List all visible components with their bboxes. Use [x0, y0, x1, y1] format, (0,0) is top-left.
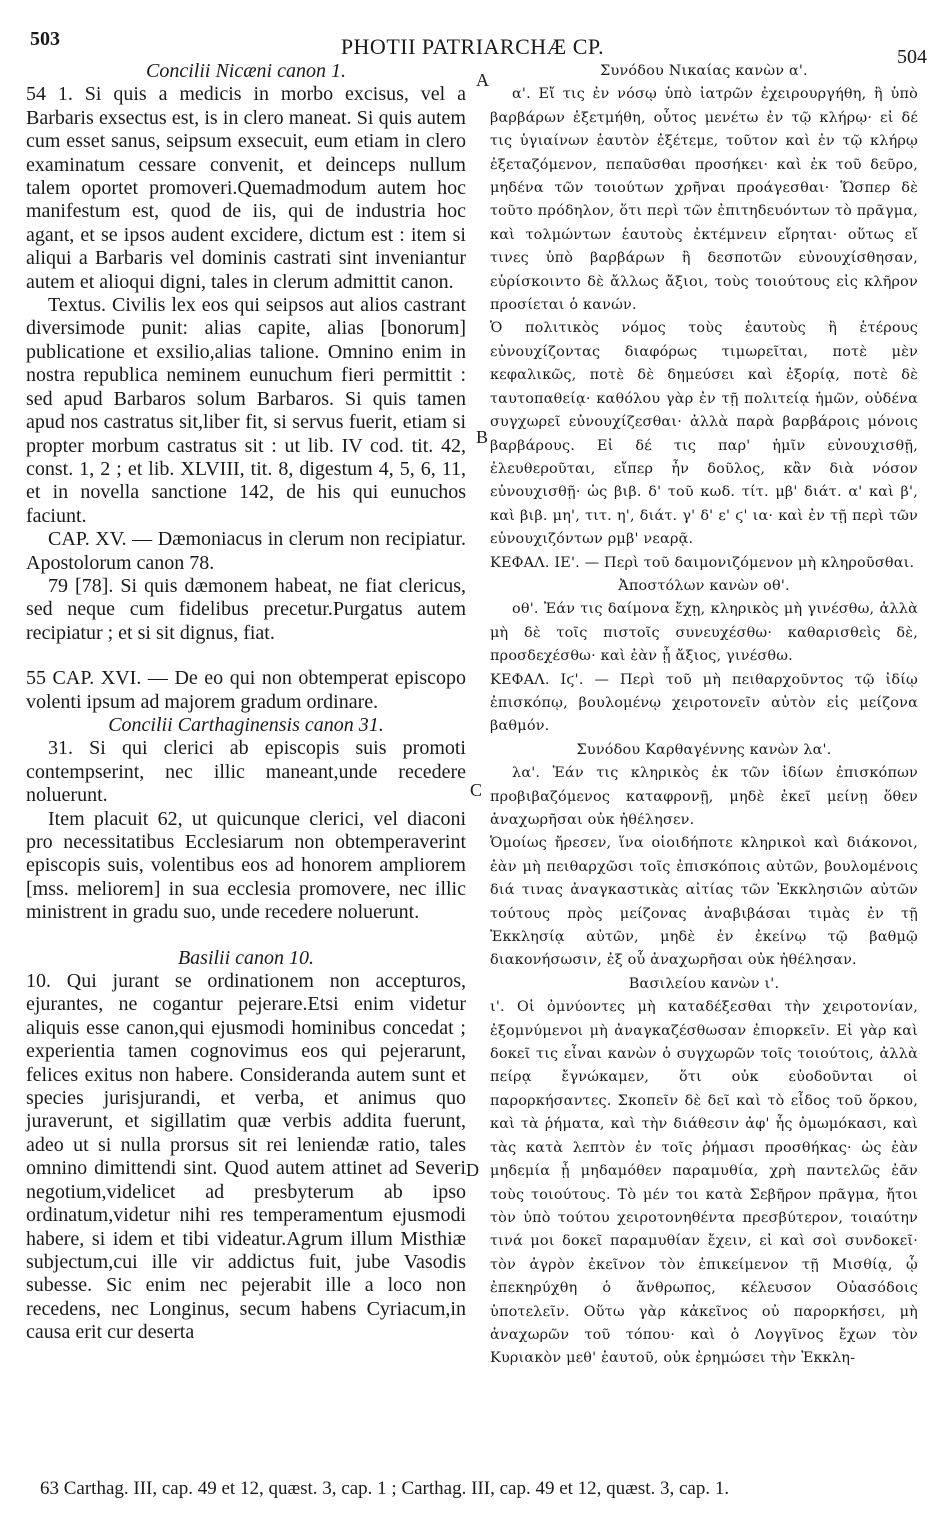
- greek-canon-10: ι'. Οἱ ὀμνύοντες μὴ καταδέξεσθαι τὴν χειροτονίαν, ἐξομνύμενοι μὴ ἀναγκαζέσθωσαν ἐπιορκεῖν. Εἰ γὰρ καὶ δοκεῖ τις εἶναι κανὼν ὁ συγχωρῶν τοῖς τοιούτοις, ἀλλὰ πείρᾳ ἔγνώκαμεν, ὅτι οὐκ εὐοδοῦνται οἱ παρορκήσαντες. Σκοπεῖν δὲ δεῖ καὶ τὸ εἶδος τοῦ ὅρκου, καὶ τὰ ῥήματα, καὶ τὴν διάθεσιν ἀφ' ἧς ὀμωμόκασι, καὶ τὰς κατὰ λεπτὸν ἐν τοῖς ῥήμασι προσθήκας· ὡς ἐὰν μηδεμία ᾖ μηδαμόθεν παραμυθία, χρὴ παντελῶς ἐᾶν τοὺς τοιούτους. Τὸ μέν τοι κατὰ Σεβῆρον πρᾶγμα, ἤτοι τὸν ὑπὸ τούτου χειροτονηθέντα πρεσβύτερον, τοιαύτην τινά μοι δοκεῖ παραμυθίαν ἔχειν, εἰ καὶ σοὶ συνδοκεῖ· τὸν ἀγρὸν ἐκεῖνον τὸν ἐπικείμενον τῇ Μισθίᾳ, ᾧ ἐπεκηρύχθη ὁ ἄνθρωπος, κέλευσον Οὐασόδοις ὑποτελεῖν. Οὕτω γὰρ κἀκεῖνος οὐ παρορκήσει, μὴ ἀναχωρῶν τοῦ τόπου· καὶ ὁ Λογγῖνος ἔχων τὸν Κυριακὸν μεθ' ἑαυτοῦ, οὐκ ἐρημώσει τὴν Ἐκκλη-: [490, 999, 918, 1367]
- latin-chapter-15: CAP. XV. — Dæmoniacus in clerum non recipiatur. Apostolorum canon 78.: [26, 528, 466, 574]
- page-number-left: 503: [30, 28, 60, 50]
- footnote: 63 Carthag. III, cap. 49 et 12, quæst. 3, cap. 1 ; Carthag. III, cap. 49 et 12, quæst. 3, cap. 1.: [40, 1478, 730, 1499]
- latin-canon-10: 10. Qui jurant se ordinationem non accepturos, ejurantes, ne cogantur pejerare.Etsi enim videtur aliquis esse canon,qui ejusmodi hominibus concedat ; experientia tamen cognovimus eos qui pejerarunt, felices exitus non habere. Consideranda autem sunt et species jurisjurandi, et verba, et animus quo juraverunt, et sigillatim quæ verbis addita fuerunt, adeo ut si nulla prorsus sit rei leniendæ ratio, tales omnino dimittendi sint. Quod autem attinet ad Severi negotium,videlicet ad presbyterum ab ipso ordinatum,videtur nihi res temperamentum ejusmodi habere, si idem et tibi videatur.Agrum illum Misthiæ subjectum,cui ille vir addictus fuit, jube Vasodis subesse. Sic enim nec pejerabit ille a loco non recedens, nec Longinus, secum habens Cyriacum,in causa erit cur deserta: [26, 970, 466, 1344]
- latin-apostolic-canon-79: 79 [78]. Si quis dæmonem habeat, ne fiat clericus, sed neque cum fidelibus precetur.Purgatus autem recipiatur ; et si sit dignus, fiat.: [26, 574, 466, 644]
- latin-chapter-16: 55 CAP. XVI. — De eo qui non obtemperat episcopo volenti ipsum ad majorem gradum ordinare.: [26, 667, 466, 713]
- greek-canon-31: λα'. Ἐάν τις κληρικὸς ἐκ τῶν ἰδίων ἐπισκόπων προβιβαζόμενος καταφρονῇ, μηδὲ ἐκεῖ μείνῃ ὅθεν ἀναχωρῆσαι οὐκ ἠθέλησεν.: [490, 765, 918, 828]
- greek-canon-1: α'. Εἴ τις ἐν νόσῳ ὑπὸ ἰατρῶν ἐχειρουργήθη, ἢ ὑπὸ βαρβάρων ἐξετμήθη, οὗτος μενέτω ἐν τῷ κλήρῳ· εἰ δέ τις ὑγιαίνων ἑαυτὸν ἐξέτεμε, τοῦτον καὶ ἐν τῷ κλήρῳ ἐξεταζόμενον, πεπαῦσθαι προσήκει· καὶ ἐκ τοῦ δεῦρο, μηδένα τῶν τοιούτων χρῆναι προάγεσθαι· Ὥσπερ δὲ τοῦτο πρόδηλον, ὅτι περὶ τῶν ἐπιτηδευόντων τὸ πρᾶγμα, καὶ τολμώντων ἑαυτοὺς ἐκτέμνειν εἴρηται· οὕτως εἴ τινες ὑπὸ βαρβάρων ἢ δεσποτῶν εὐνουχίσθησαν, εὑρίσκοιντο δὲ ἄλλως ἄξιοι, τοὺς τοιούτους εἰς κλῆρον προσίεται ὁ κανών.: [490, 86, 918, 314]
- greek-chapter-15: ΚΕΦΑΛ. ΙΕ'. — Περὶ τοῦ δαιμονιζόμενον μὴ κληροῦσθαι.: [490, 554, 915, 571]
- page-number-right: 504: [897, 46, 927, 68]
- greek-chapter-16: ΚΕΦΑΛ. Ιϛ'. — Περὶ τοῦ μὴ πειθαρχοῦντος τῷ ἰδίῳ ἐπισκόπῳ, βουλομένῳ χειροτονεῖν αὐτὸν εἰς μείζονα βαθμόν.: [490, 671, 918, 735]
- greek-apostolic-canon-79: οθ'. Ἐάν τις δαίμονα ἔχῃ, κληρικὸς μὴ γινέσθω, ἀλλὰ μὴ δὲ τοῖς πιστοῖς συνευχέσθω· καθαρισθεὶς δὲ, προσδεχέσθω· καὶ ἐὰν ᾖ ἄξιος, γινέσθω.: [490, 601, 918, 665]
- margin-marker-c: C: [470, 780, 483, 800]
- latin-item-placuit: Item placuit 62, ut quicunque clerici, vel diaconi pro necessitatibus Ecclesiarum non obtemperaverint episcopis suis, volentibus eos ad honorem ampliorem [mss. meliorem] in sua ecclesia promovere, nec illic ministrent in gradu suo, unde recedere noluerunt.: [26, 807, 466, 924]
- latin-heading-carthage: Concilii Carthaginensis canon 31.: [108, 713, 384, 736]
- greek-column: [490, 60, 918, 1371]
- margin-marker-d: D: [466, 1160, 479, 1180]
- greek-heading-basil: Βασιλείου κανὼν ι'.: [628, 975, 780, 992]
- latin-canon-31: 31. Si qui clerici ab episcopis suis promoti contempserint, nec illic maneant,unde recedere noluerunt.: [26, 737, 466, 807]
- greek-civil-law: Ὁ πολιτικὸς νόμος τοὺς ἑαυτοὺς ἢ ἑτέρους εὐνουχίζοντας διαφόρως τιμωρεῖται, ποτὲ μὲν κεφαλικῶς, ποτὲ δὲ δημεύσει καὶ ἐξορίᾳ, ποτὲ δὲ ταυτοπαθείᾳ· καθόλου γὰρ ἐν τῇ πολιτείᾳ ἡμῶν, οὐδένα συγχωρεῖ εὐνουχίζεσθαι· ἀλλὰ παρὰ βαρβάροις μόνοις βαρβάρους. Εἰ δέ τις παρ' ἡμῖν εὐνουχισθῇ, ἐλευθεροῦται, εἴπερ ἦν δοῦλος, κἂν διὰ νόσον εὐνουχισθῇ· ὡς βιβ. δ' τοῦ κωδ. τίτ. μβ' διάτ. α' καὶ β', καὶ βιβ. μη', τιτ. η', διάτ. γ' δ' ε' ϛ' ια· καὶ ἐν τῇ περὶ τῶν εὐνουχιζόντων ρμβ' νεαρᾷ.: [490, 320, 918, 548]
- greek-heading-nicaea: Συνόδου Νικαίας κανὼν α'.: [600, 63, 808, 79]
- latin-heading-basil: Basilii canon 10.: [177, 946, 315, 969]
- running-title: PHOTII PATRIARCHÆ CP.: [340, 34, 605, 59]
- latin-textus: Textus. Civilis lex eos qui seipsos aut alios castrant diversimode punit: alias capite, alias [bonorum] publicatione et exsilio,alias talione. Omnino enim in nostra republica neminem eunuchum fieri permittit : sed apud Barbaros solum Barbaros. Si quis tamen apud nos castratus sit,liber fit, si servus fuerit, etiam si propter morbum castratus sit : ut lib. IV cod. tit. 42, const. 1, 2 ; et lib. XLVIII, tit. 8, digestum 4, 5, 6, 11, et in novella sanctione 142, de his qui eunuchos faciunt.: [26, 294, 466, 527]
- greek-heading-apostles: Ἀποστόλων κανὼν οθ'.: [618, 577, 790, 594]
- greek-homoios: Ὁμοίως ἤρεσεν, ἵνα οἱοιδήποτε κληρικοὶ καὶ διάκονοι, ἐὰν μὴ πειθαρχῶσι τοῖς ἐπισκόποις αὐτῶν, βουλομένοις διά τινας ἀναγκαστικὰς αἰτίας τῶν Ἐκκλησιῶν αὐτῶν τούτους πρὸς μείζονας ἀναβιβάσαι τιμὰς ἐν τῇ Ἐκκλησίᾳ αὐτῶν, μηδὲ ἐν ἐκείνῳ τῷ βαθμῷ διακονήσωσιν, ἐξ οὗ ἀναχωρῆσαι οὐκ ἠθέλησαν.: [490, 835, 918, 969]
- margin-marker-a: A: [476, 70, 489, 90]
- latin-heading-nicaea: Concilii Nicæni canon 1.: [146, 60, 346, 82]
- latin-column: [26, 60, 466, 1345]
- latin-canon-1: 54 1. Si quis a medicis in morbo excisus, vel a Barbaris exsectus est, is in clero maneat. Si quis autem cum esset sanus, seipsum exsecuit, eum etiam in clero examinatum cessare convenit, et deinceps nullum talem oportet promoveri.Quemadmodum autem hoc manifestum est, quod de iis, qui de industria hoc agant, et se ipsos audent excidere, dictum est : item si aliqui a Barbaris vel dominis castrati sint inveniantur autem et alioqui digni, tales in clerum admittit canon.: [26, 83, 466, 293]
- greek-heading-carthage: Συνόδου Καρθαγέννης κανὼν λα'.: [576, 741, 832, 758]
- margin-marker-b: B: [476, 427, 489, 447]
